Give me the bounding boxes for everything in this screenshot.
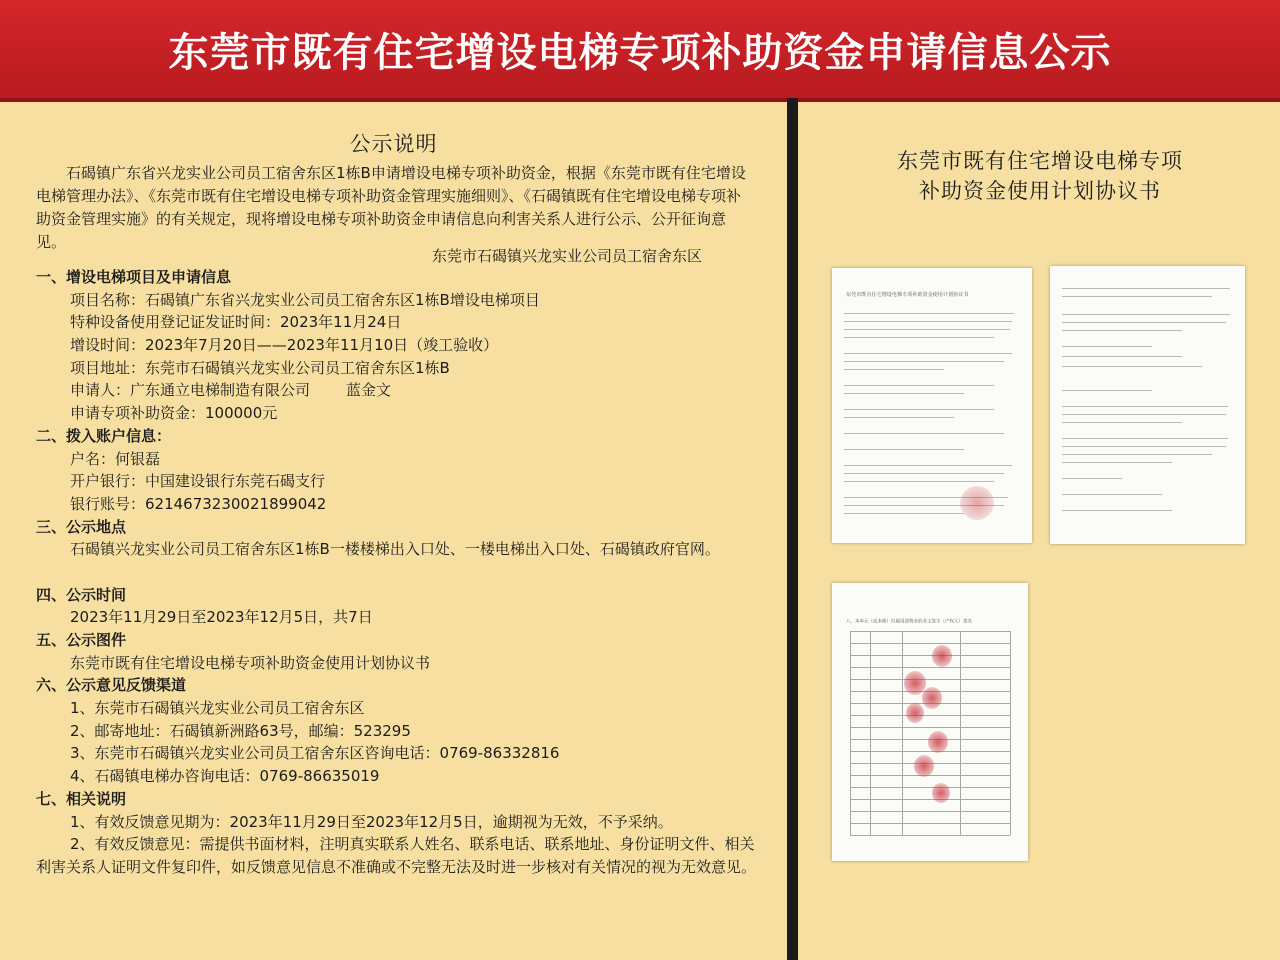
applicant-row (36, 379, 756, 402)
applicant-rep: 蓝金文 (346, 381, 392, 400)
feedback-item: 4、石碣镇电梯办咨询电话：0769-86635019 (70, 767, 380, 786)
account-number: 银行账号：6214673230021899042 (70, 494, 327, 513)
project-name: 项目名称：石碣镇广东省兴龙实业公司员工宿舍东区1栋B增设电梯项目 (70, 290, 540, 309)
fingerprint-mark (932, 645, 952, 667)
install-time: 增设时间：2023年7月20日——2023年11月10日（竣工验收） (70, 336, 499, 355)
notice-sections (36, 266, 756, 879)
fingerprint-mark (928, 731, 948, 753)
notice-signature: 东莞市石碣镇兴龙实业公司员工宿舍东区 (432, 247, 703, 265)
notice-document: 东莞市既有住宅增设电梯专项补助资金使用计划协议书 (70, 653, 431, 672)
section-heading: 一、增设电梯项目及申请信息 (36, 268, 232, 286)
seal-stamp (960, 486, 994, 520)
notice-panel (0, 102, 787, 960)
notice-intro: 石碣镇广东省兴龙实业公司员工宿舍东区1栋B申请增设电梯专项补助资金，根据《东莞市既有住宅增设电梯管理办法》、《东莞市既有住宅增设电梯专项补助资金管理实施细则》、《石碣镇既有住宅增设电梯专项补助资金管理实施》的有关规定，现将增设电梯专项补助资金申请信息向利害关系人进行公示、公开征询意见。 (36, 164, 746, 251)
cert-time: 特种设备使用登记证发证时间：2023年11月24日 (70, 313, 402, 332)
column-divider (787, 98, 798, 960)
project-address: 项目地址：东莞市石碣镇兴龙实业公司员工宿舍东区1栋B (70, 358, 450, 377)
feedback-item: 3、东莞市石碣镇兴龙实业公司员工宿舍东区咨询电话：0769-86332816 (70, 744, 560, 763)
related-note-2: 2、有效反馈意见：需提供书面材料，注明真实联系人姓名、联系电话、联系地址、身份证明文件、相关利害关系人证明文件复印件，如反馈意见信息不准确或不完整无法及时进一步核对有关情况的视为无效意见。 (36, 835, 757, 876)
fingerprint-mark (922, 687, 942, 709)
section-heading: 七、相关说明 (36, 789, 127, 808)
page-title: 东莞市既有住宅增设电梯专项补助资金申请信息公示 (168, 29, 1112, 76)
feedback-item: 1、东莞市石碣镇兴龙实业公司员工宿舍东区 (70, 699, 365, 718)
applicant: 申请人：广东通立电梯制造有限公司 (70, 381, 311, 400)
agreement-page-2 (1050, 266, 1245, 544)
account-bank: 开户银行：中国建设银行东莞石碣支行 (70, 472, 326, 491)
title-banner (0, 0, 1280, 102)
notice-title: 公示说明 (349, 132, 438, 156)
related-note-1: 1、有效反馈意见期为：2023年11月29日至2023年12月5日，逾期视为无效，不予采纳。 (70, 812, 673, 831)
fingerprint-mark (906, 703, 924, 723)
notice-place: 石碣镇兴龙实业公司员工宿舍东区1栋B一楼楼梯出入口处、一楼电梯出入口处、石碣镇政府官网。 (70, 540, 720, 559)
owner-signature-page (832, 583, 1028, 861)
fingerprint-mark (932, 783, 950, 803)
subsidy-amount: 申请专项补助资金：100000元 (70, 404, 278, 423)
section-heading: 三、公示地点 (36, 517, 127, 536)
fingerprint-mark (914, 755, 934, 777)
section-heading: 六、公示意见反馈渠道 (36, 676, 187, 695)
account-holder: 户名：何银磊 (70, 449, 161, 468)
doc-header: 八、本单元（成本栋）归属用途物业的业主签字（产权人）签名 (846, 618, 973, 624)
notice-time: 2023年11月29日至2023年12月5日，共7日 (70, 608, 373, 627)
section-heading: 四、公示时间 (36, 585, 127, 604)
agreement-page-1 (832, 268, 1032, 543)
section-heading: 五、公示图件 (36, 631, 127, 650)
agreement-title: 东莞市既有住宅增设电梯专项 补助资金使用计划协议书 (897, 149, 1183, 203)
section-heading: 二、拨入账户信息： (36, 426, 172, 445)
feedback-item: 2、邮寄地址：石碣镇新洲路63号，邮编：523295 (70, 721, 411, 740)
doc-header: 东莞市既有住宅增设电梯专项补助资金使用计划协议书 (846, 291, 969, 298)
